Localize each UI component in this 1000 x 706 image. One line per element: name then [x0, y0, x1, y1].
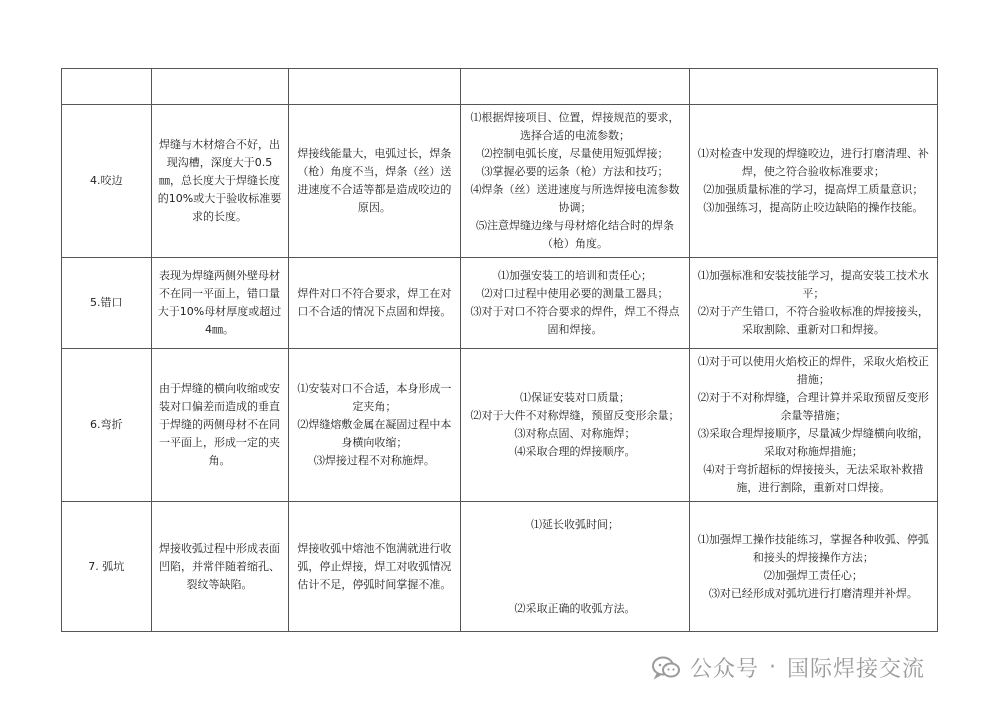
- table-cell: [62, 69, 152, 105]
- list-item: ⑶加强练习，提高防止咬边缺陷的操作技能。: [703, 201, 924, 214]
- table-row-empty-header: [62, 69, 938, 105]
- list-item: ⑵加强焊工责任心；: [763, 568, 863, 582]
- defect-name: 6.弯折: [62, 349, 152, 502]
- list-item: ⑴延长收弧时间；: [530, 517, 619, 531]
- defect-prevention: [461, 105, 690, 258]
- defect-name: 5.错口: [62, 258, 152, 349]
- defect-name: 7. 弧坑: [62, 502, 152, 632]
- watermark-account: 公众号: [690, 657, 760, 682]
- list-item: ⑴加强焊工操作技能练习，掌握各种收弧、停弧和接头的焊接操作方法；: [697, 532, 929, 564]
- defect-description: 焊接收弧过程中形成表面凹陷，并常伴随着缩孔、裂纹等缺陷。: [151, 502, 288, 632]
- defect-cause: 焊件对口不符合要求，焊工在对口不合适的情况下点固和焊接。: [288, 258, 461, 349]
- list-item: ⑴保证安装对口质量；: [519, 391, 630, 404]
- table-cell: [151, 69, 288, 105]
- defect-cause: 焊接线能量大，电弧过长，焊条（枪）角度不当，焊条（丝）送进速度不合适等都是造成咬边的原因。: [288, 105, 461, 258]
- defect-description: 表现为焊缝两侧外壁母材不在同一平面上，错口量大于10%母材厚度或超过4㎜。: [151, 258, 288, 349]
- defect-cause: 焊接收弧中熔池不饱满就进行收弧，停止焊接，焊工对收弧情况估计不足，停弧时间掌握不准。: [288, 502, 461, 632]
- list-item: ⑶对于对口不符合要求的焊件，焊工不得点固和焊接。: [470, 305, 680, 336]
- defect-treatment: [689, 105, 937, 258]
- welding-defects-table: [61, 68, 938, 632]
- list-item: ⑵对于产生错口，不符合验收标准的焊接接头，采取割除、重新对口和焊接。: [697, 305, 929, 336]
- list-item: ⑵加强质量标准的学习，提高焊工质量意识；: [703, 183, 924, 196]
- table-cell: [461, 69, 690, 105]
- watermark-name: 国际焊接交流: [787, 657, 926, 682]
- defect-description: 由于焊缝的横向收缩或安装对口偏差而造成的垂直于焊缝的两侧母材不在同一平面上，形成一定的夹角。: [151, 349, 288, 502]
- list-item: ⑶对称点固、对称施焊；: [514, 427, 636, 440]
- list-item: ⑵对于不对称焊缝，合理计算并采取预留反变形余量等措施；: [697, 391, 929, 422]
- list-item: ⑵对口过程中使用必要的测量工器具；: [481, 287, 669, 300]
- list-item: ⑴加强标准和安装技能学习，提高安装工技术水平；: [697, 269, 929, 300]
- list-item: ⑷采取合理的焊接顺序。: [514, 445, 636, 458]
- list-item: ⑸注意焊缝边缘与母材熔化结合时的焊条（枪）角度。: [475, 219, 674, 250]
- defect-name: 4.咬边: [62, 105, 152, 258]
- defect-treatment: [689, 258, 937, 349]
- defect-description: 焊缝与木材熔合不好，出现沟槽，深度大于0.5㎜，总长度大于焊缝长度的10%或大于验收标准要求的长度。: [151, 105, 288, 258]
- list-item: ⑵焊缝熔敷金属在凝固过程中本身横向收缩；: [297, 418, 452, 449]
- list-item: ⑶采取合理焊接顺序，尽量减少焊缝横向收缩，采取对称施焊措施；: [697, 427, 929, 458]
- list-item: ⑴对检查中发现的焊缝咬边，进行打磨清理、补焊，使之符合验收标准要求；: [697, 147, 929, 178]
- list-item: ⑶掌握必要的运条（枪）方法和技巧；: [481, 165, 669, 178]
- list-item: ⑷对于弯折超标的焊接接头，无法采取补救措施，进行割除，重新对口焊接。: [703, 463, 924, 494]
- defect-treatment: [689, 349, 937, 502]
- defect-prevention: [461, 502, 690, 632]
- table-row-misalignment: [62, 258, 938, 349]
- list-item: ⑶焊接过程不对称施焊。: [313, 454, 435, 467]
- table-cell: [288, 69, 461, 105]
- list-item: ⑵对于大件不对称焊缝，预留反变形余量；: [470, 409, 680, 422]
- table-cell: [689, 69, 937, 105]
- list-item: ⑴根据焊接项目、位置，焊接规范的要求，选择合适的电流参数；: [470, 111, 680, 142]
- spacer: [467, 534, 683, 600]
- list-item: ⑷焊条（丝）送进速度与所选焊接电流参数协调；: [470, 183, 680, 214]
- list-item: ⑵采取正确的收弧方法。: [514, 601, 636, 615]
- defect-prevention: [461, 258, 690, 349]
- wechat-watermark: [652, 652, 925, 683]
- list-item: ⑴对于可以使用火焰校正的焊件，采取火焰校正措施；: [697, 355, 929, 386]
- defect-cause: [288, 349, 461, 502]
- watermark-separator: ·: [769, 655, 778, 680]
- list-item: ⑶对已经形成对弧坑进行打磨清理并补焊。: [708, 586, 918, 600]
- defect-prevention: [461, 349, 690, 502]
- table-row-undercut: [62, 105, 938, 258]
- table-row-crater: [62, 502, 938, 632]
- defect-treatment: [689, 502, 937, 632]
- list-item: ⑴安装对口不合适，本身形成一定夹角；: [297, 382, 452, 413]
- wechat-icon: [652, 656, 680, 680]
- list-item: ⑴加强安装工的培训和责任心；: [497, 269, 652, 282]
- table-row-angular-distortion: [62, 349, 938, 502]
- list-item: ⑵控制电弧长度，尽量使用短弧焊接；: [481, 147, 669, 160]
